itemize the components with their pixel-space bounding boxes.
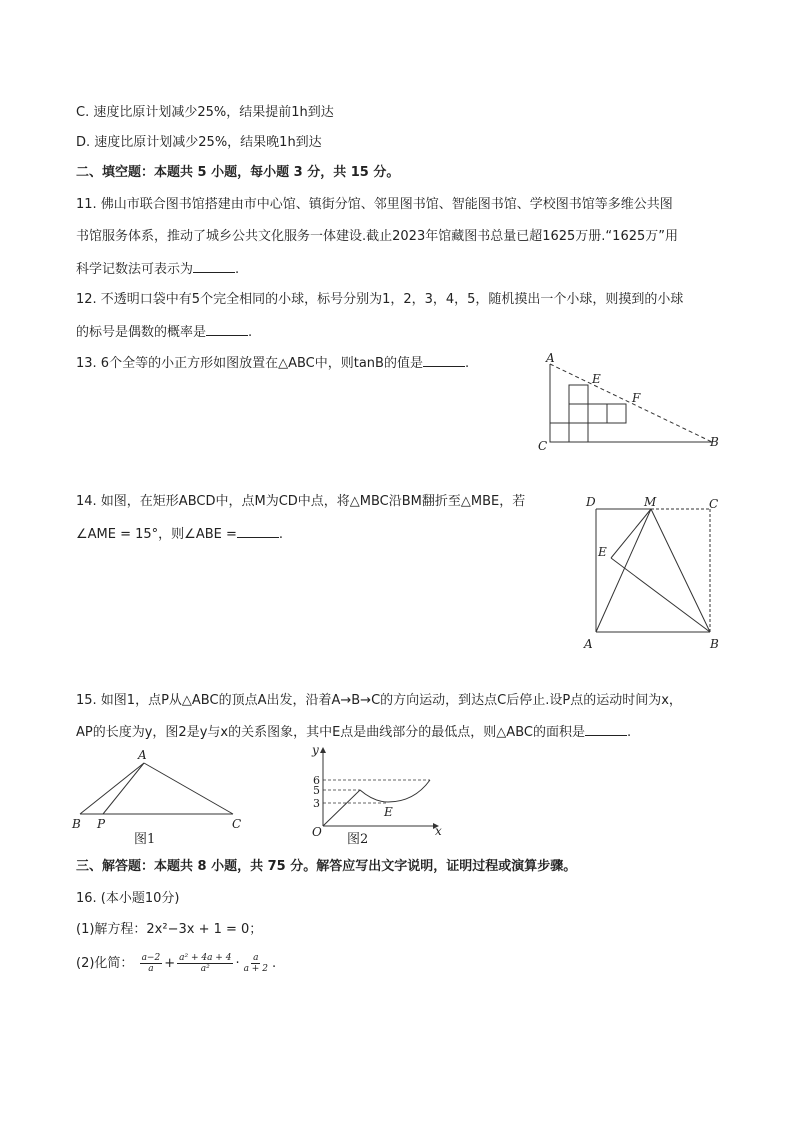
section3-title: 三、解答题：本题共 8 小题，共 75 分。解答应写出文字说明，证明过程或演算步骤。: [76, 859, 577, 874]
q16-plus: +: [164, 956, 176, 971]
answer-blank[interactable]: [237, 525, 279, 538]
q15f1-label-c: C: [232, 817, 242, 831]
q14-label-e: E: [598, 545, 607, 559]
q16-frac3-den: a + 2: [243, 964, 268, 974]
q14-label-d: D: [586, 495, 596, 509]
q16-dot: ·: [235, 956, 240, 971]
q12-line2-text: 的标号是偶数的概率是: [76, 325, 207, 340]
q16-part2: [76, 952, 276, 976]
q13-text: [76, 354, 469, 373]
q16-frac2-num: a² + 4a + 4: [179, 953, 232, 963]
q15f1-caption: 图1: [134, 832, 156, 846]
q16-part1: (1)解方程：2x²−3x + 1 = 0；: [76, 922, 263, 937]
q14-line1: 14. 如图，在矩形ABCD中，点M为CD中点，将△MBC沿BM翻折至△MBE，若: [76, 494, 526, 509]
q15-end: .: [626, 725, 632, 740]
q15f2-label-y: y: [312, 743, 319, 757]
q14-label-b: B: [710, 637, 719, 651]
q13-squares: [550, 385, 626, 442]
q12-line2: [76, 323, 252, 342]
q16-frac2: [177, 953, 233, 974]
q11-line2: 书馆服务体系，推动了城乡公共文化服务一体建设.截止2023年馆藏图书总量已超1625万册.“1625万”用: [76, 229, 678, 244]
q13-square: [550, 423, 569, 442]
q11-line3-text: 科学记数法可表示为: [76, 262, 194, 277]
answer-blank[interactable]: [423, 354, 465, 367]
q15-line2-text: AP的长度为y，图2是y与x的关系图象，其中E点是曲线部分的最低点，则△ABC的面积是: [76, 725, 585, 740]
q16-frac2-den: a²: [200, 964, 210, 974]
q15f2-tick-5: 5: [313, 784, 320, 797]
q15f2-label-o: O: [312, 825, 322, 839]
q13-label-e: E: [592, 372, 601, 386]
q13-label-f: F: [632, 391, 641, 405]
answer-blank[interactable]: [206, 323, 248, 336]
q13-end: .: [464, 356, 470, 371]
q15f2-tick-3: 3: [313, 797, 320, 810]
q15f2-label-x: x: [435, 824, 442, 838]
q13-label-a: A: [546, 351, 555, 365]
q12-line1: 12. 不透明口袋中有5个完全相同的小球，标号分别为1，2，3，4，5，随机摸出一个小球，则摸到的小球: [76, 292, 684, 307]
q13-label-b: B: [710, 435, 719, 449]
section2-title: 二、填空题：本题共 5 小题，每小题 3 分，共 15 分。: [76, 165, 400, 180]
q11-line3: [76, 260, 239, 279]
q16-title: 16. (本小题10分): [76, 891, 180, 906]
q15f1-label-b: B: [72, 817, 81, 831]
q14-segment-me: [611, 509, 651, 558]
q16-frac1-num: a−2: [141, 953, 161, 963]
q14-line2-text: ∠AME = 15°，则∠ABE =: [76, 527, 237, 542]
answer-blank[interactable]: [193, 260, 235, 273]
q14-label-a: A: [584, 637, 593, 651]
q15-line1: 15. 如图1，点P从△ABC的顶点A出发，沿着A→B→C的方向运动，到达点C后停止.设P点的运动时间为x，: [76, 693, 682, 708]
q13-square: [569, 385, 588, 404]
q12-end: .: [248, 325, 253, 340]
q15f1-segment-ap: [103, 763, 144, 814]
q14-line2: [76, 525, 283, 544]
q15f1-side-ab: [80, 763, 144, 814]
answer-blank[interactable]: [585, 723, 627, 736]
q13-square: [607, 404, 626, 423]
q16-frac3: [242, 953, 270, 974]
q14-figure: [578, 492, 728, 656]
q11-line1: 11. 佛山市联合图书馆搭建由市中心馆、镇街分馆、邻里图书馆、智能图书馆、学校图书馆等多维公共图: [76, 197, 673, 212]
q13-label-c: C: [538, 439, 548, 453]
q13-square: [569, 423, 588, 442]
q16-frac1-den: a: [148, 964, 154, 974]
q14-segment-ma: [596, 509, 651, 632]
q15f2-label-e: E: [384, 805, 393, 819]
q15f1-side-ac: [144, 763, 233, 814]
q15f2-tick-6: 6: [313, 774, 320, 787]
q13-question: 13. 6个全等的小正方形如图放置在△ABC中，则tanB的值是: [76, 356, 423, 371]
q11-end: .: [235, 262, 240, 277]
option-d: D. 速度比原计划减少25%，结果晚1h到达: [76, 135, 322, 150]
q14-label-c: C: [709, 497, 719, 511]
q15-figure2: [298, 740, 448, 850]
q14-end: .: [278, 527, 284, 542]
q14-segment-eb: [611, 558, 710, 632]
q15f1-label-p: P: [97, 817, 106, 831]
q16-frac1: [140, 953, 163, 974]
q16-end: .: [271, 956, 277, 971]
option-c: C. 速度比原计划减少25%，结果提前1h到达: [76, 105, 334, 120]
q13-line-ab: [550, 364, 712, 442]
q13-square: [588, 404, 607, 423]
q14-label-m: M: [644, 495, 657, 509]
q16-part2-label: (2)化简：: [76, 956, 134, 971]
q15f2-caption: 图2: [347, 832, 369, 847]
q13-square: [569, 404, 588, 423]
q16-frac3-num: a: [253, 953, 259, 963]
q13-figure: [534, 350, 724, 454]
q15f1-label-a: A: [138, 748, 147, 762]
q15-figure1: [70, 746, 250, 846]
q14-segment-mb: [651, 509, 710, 632]
